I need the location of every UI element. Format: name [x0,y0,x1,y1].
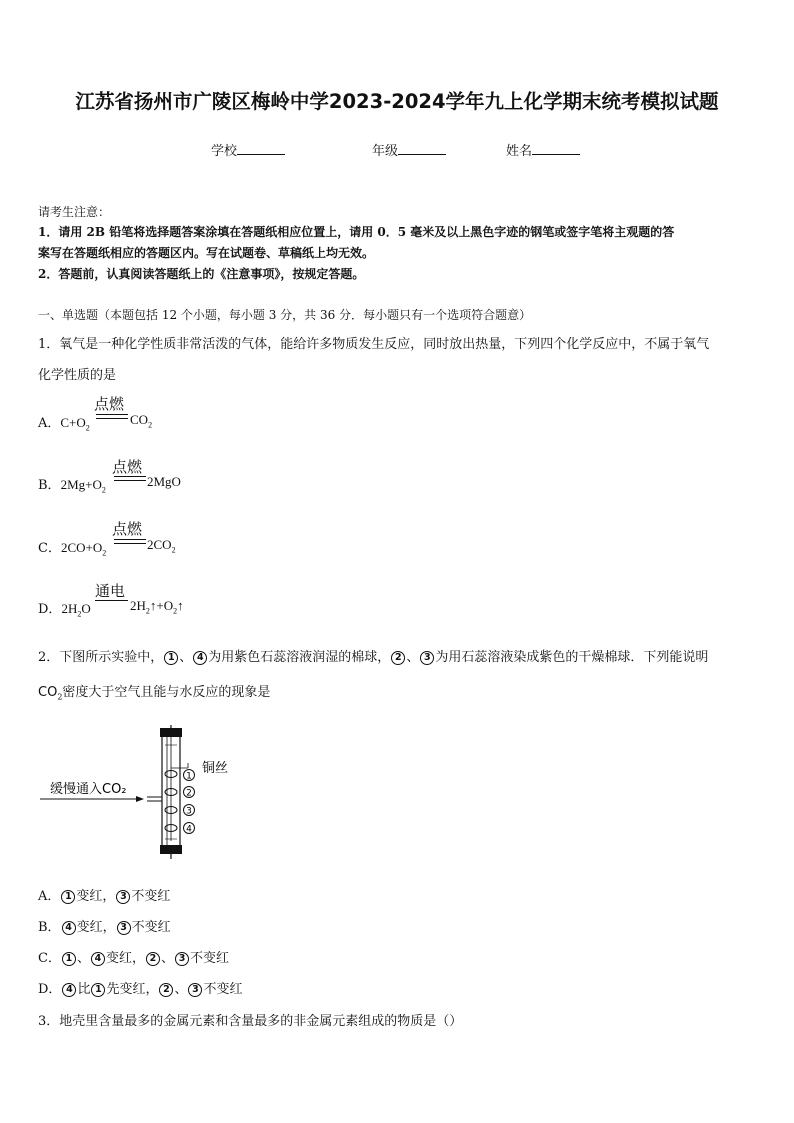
condition-ignite: 点燃 [112,458,143,476]
q1-stem-line-2: 化学性质的是 [38,368,117,383]
q1-option-d[interactable]: D．$2H_2O$ [38,601,91,619]
circle-number-3: 3 [420,651,434,665]
page-title: 江苏省扬州市广陵区梅岭中学2023-2024学年九上化学期末统考模拟试题 [75,90,719,113]
label-circle-1 [184,770,195,782]
circle-number-1: 1 [164,651,178,665]
q2-option-c[interactable]: C． 1 、 4 变红， 2 、 3 不变红 [38,951,230,966]
equals-sign [114,539,146,544]
equation-left: $2CO+O_2$ [60,540,107,558]
top-stopper [160,728,182,737]
name-field: 姓名 [506,140,580,159]
q2-option-a[interactable]: A． 1 变红， 3 不变红 [38,889,171,904]
condition-ignite: 点燃 [94,395,125,413]
equation-left: $C+O_2$ [60,415,90,433]
equation-right: $2CO_2$ [147,537,176,555]
arrow-line [95,600,128,601]
q2-option-d[interactable]: D． 4 比 1 先变红， 2 、 3 不变红 [38,982,243,997]
q1-option-c[interactable]: C．$2CO+O_2$ [38,540,107,558]
equation-right: 2MgO [147,474,181,489]
label-circle-4 [184,823,195,835]
grade-field: 年级 [372,140,446,159]
q3-stem: 3．地壳里含量最多的金属元素和含量最多的非金属元素组成的物质是（） [38,1014,463,1029]
equation-left: $2H_2O$ [61,601,91,619]
condition-ignite: 点燃 [112,520,143,538]
inlet-label: 缓慢通入CO₂ [50,782,127,797]
q2-option-b[interactable]: B． 4 变红， 3 不变红 [38,920,171,935]
label-circle-2 [184,787,195,799]
notice-item-2: 2．答题前，认真阅读答题纸上的《注意事项》，按规定答题。 [38,267,365,281]
label-circle-3 [184,805,195,817]
svg-text:4: 4 [186,824,192,835]
q1-option-a[interactable]: A．$C+O_2$ [38,415,90,433]
notice-item-1-line-2: 案写在答题纸相应的答题区内。写在试题卷、草稿纸上均无效。 [38,246,375,260]
equals-sign [114,476,146,481]
notice-item-1-line-1: 1．请用 2B 铅笔将选择题答案涂填在答题纸相应位置上，请用 0．5 毫米及以上黑色字迹的钢笔或签字笔将主观题的答 [38,225,675,239]
q2-stem-line-1: 2．下图所示实验中， 1 、 4 为用紫色石蕊溶液润湿的棉球， 2 、 3 为用石蕊溶液染成紫色的干燥棉球．下列能说明 [38,650,709,665]
equation-right: $2H_2↑+O_2↑$ [130,598,184,616]
circle-number-2: 2 [391,651,405,665]
wire-label: 铜丝 [202,761,229,776]
grade-blank[interactable] [398,142,446,155]
q2-stem-line-2: $CO_2$密度大于空气且能与水反应的现象是 [38,685,271,702]
experiment-figure [36,725,256,865]
name-blank[interactable] [532,142,580,155]
equals-sign [96,414,128,419]
equation-left: $2Mg+O_2$ [60,477,106,495]
condition-electrolysis: 通电 [95,582,126,600]
svg-text:1: 1 [186,771,192,782]
q1-option-b[interactable]: B．$2Mg+O_2$ [38,477,106,495]
svg-text:3: 3 [186,806,192,817]
q1-stem-line-1: 1．氧气是一种化学性质非常活泼的气体，能给许多物质发生反应，同时放出热量，下列四个化学反应中，不属于氧气 [38,337,710,352]
bottom-stopper [160,845,182,854]
section-heading: 一、单选题（本题包括 12 个小题，每小题 3 分，共 36 分．每小题只有一个选项符合题意） [38,308,532,322]
circle-number-4: 4 [193,651,207,665]
school-field: 学校 [211,140,285,159]
equation-right: $CO_2$ [130,412,153,430]
svg-text:2: 2 [186,788,192,799]
school-blank[interactable] [237,142,285,155]
notice-heading: 请考生注意： [38,205,111,219]
